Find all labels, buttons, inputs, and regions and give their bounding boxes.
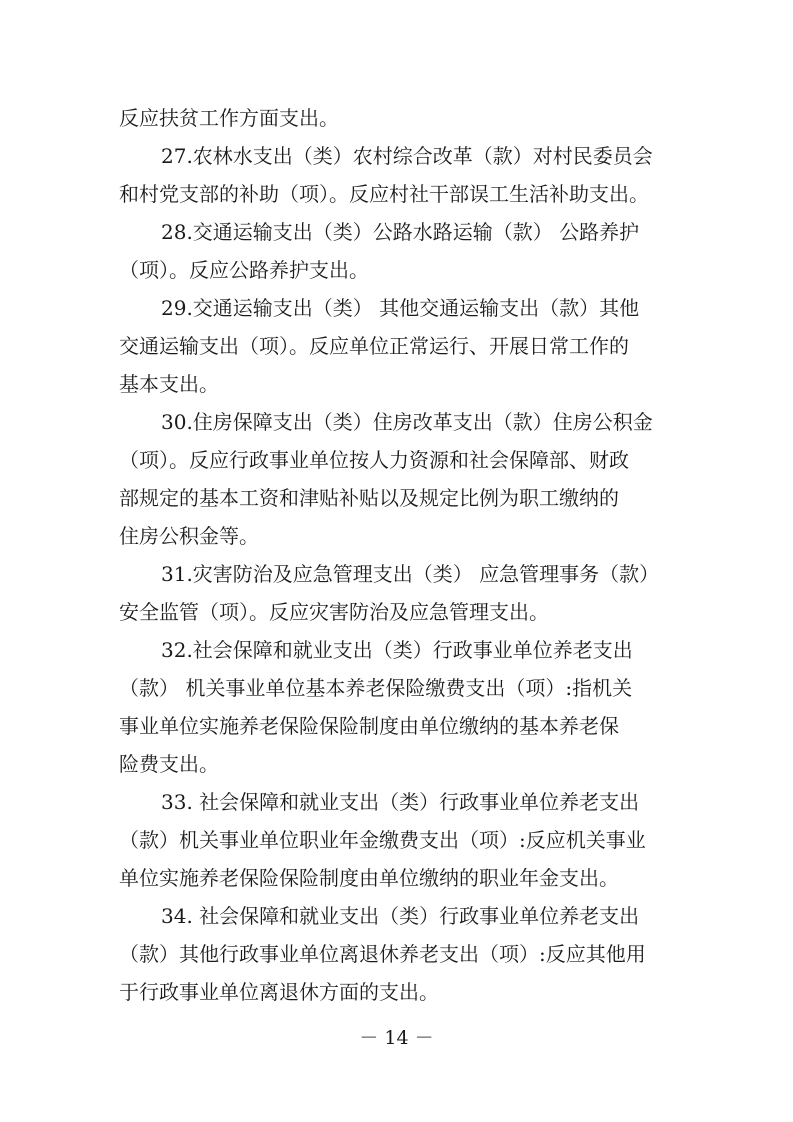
text-line: 事业单位实施养老保险保险制度由单位缴纳的基本养老保 <box>119 714 619 738</box>
page-number: － 14 － <box>359 1027 434 1049</box>
text-line: 30.住房保障支出（类）住房改革支出（款）住房公积金 <box>161 410 653 434</box>
text-line: （款） 机关事业单位基本养老保险缴费支出（项）:指机关 <box>119 676 633 700</box>
text-line: 险费支出。 <box>119 752 219 776</box>
text-line: （项）。反应行政事业单位按人力资源和社会保障部、财政 <box>119 448 629 472</box>
text-line: 单位实施养老保险保险制度由单位缴纳的职业年金支出。 <box>119 866 619 890</box>
text-line: 33. 社会保障和就业支出（类）行政事业单位养老支出 <box>161 790 640 814</box>
text-line: 住房公积金等。 <box>119 524 259 548</box>
text-line: 基本支出。 <box>119 372 219 396</box>
text-line: （款）机关事业单位职业年金缴费支出（项）:反应机关事业 <box>119 828 646 852</box>
text-line: 安全监管（项）。反应灾害防治及应急管理支出。 <box>119 600 549 624</box>
text-line: 于行政事业单位离退休方面的支出。 <box>119 980 439 1004</box>
text-line: 27.农林水支出（类）农村综合改革（款）对村民委员会 <box>161 144 653 168</box>
text-line: 反应扶贫工作方面支出。 <box>119 106 339 130</box>
document-body <box>119 99 679 1011</box>
text-line: 29.交通运输支出（类） 其他交通运输支出（款）其他 <box>161 296 640 320</box>
text-line: 交通运输支出（项）。反应单位正常运行、开展日常工作的 <box>119 334 629 358</box>
text-line: 部规定的基本工资和津贴补贴以及规定比例为职工缴纳的 <box>119 486 619 510</box>
text-line: （款）其他行政事业单位离退休养老支出（项）:反应其他用 <box>119 942 646 966</box>
text-line: （项）。反应公路养护支出。 <box>119 258 369 282</box>
text-line: 28.交通运输支出（类）公路水路运输（款） 公路养护 <box>161 220 640 244</box>
text-line: 31.灾害防治及应急管理支出（类） 应急管理事务（款） <box>161 562 660 586</box>
text-line: 34. 社会保障和就业支出（类）行政事业单位养老支出 <box>161 904 640 928</box>
text-line: 32.社会保障和就业支出（类）行政事业单位养老支出 <box>161 638 633 662</box>
text-line: 和村党支部的补助（项）。反应村社干部误工生活补助支出。 <box>119 182 649 206</box>
